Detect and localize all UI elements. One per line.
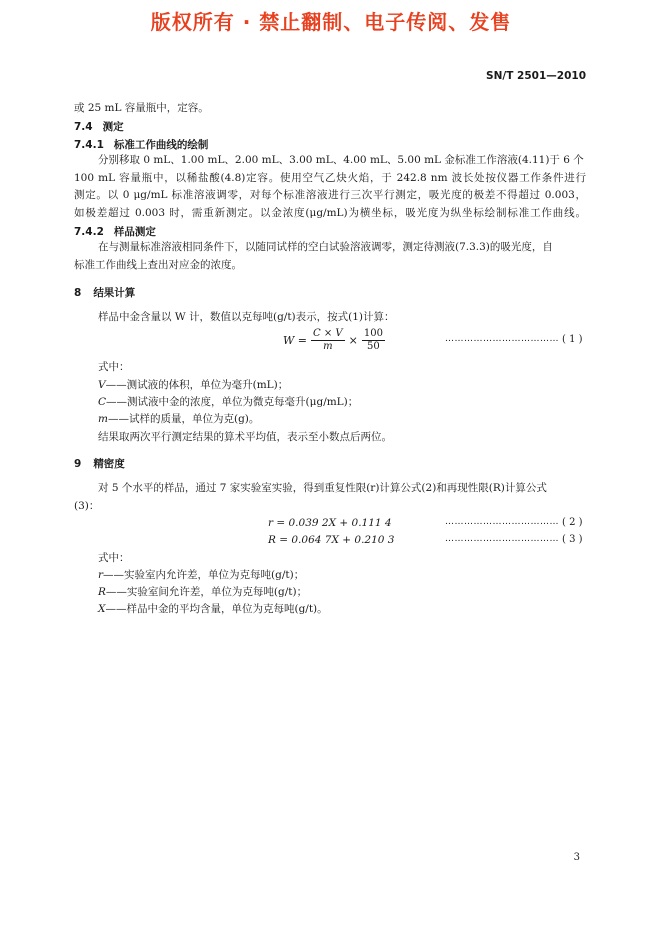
copyright-banner: 版权所有 · 禁止翻制、电子传阅、发售: [150, 10, 512, 34]
eq2-leader-dots: ………………………………: [445, 517, 559, 527]
page-number: 3: [573, 852, 580, 863]
s741-line-3: 测定。以 0 μg/mL 标准溶液调零，对每个标准溶液进行三次平行测定，吸光度的极差不得超过 0.003，: [74, 189, 586, 201]
section-number: 8: [74, 287, 82, 299]
section-7-4-2-heading: [74, 224, 156, 239]
section-title: 结果计算: [93, 287, 136, 299]
s8-def-v: [98, 378, 288, 392]
eq3-number: ( 3 ): [562, 534, 583, 545]
s8-intro: 样品中金含量以 W 计，数值以克每吨(g/t)表示，按式(1)计算：: [98, 311, 395, 323]
def-symbol: V: [98, 379, 106, 391]
s9-where: 式中：: [98, 552, 130, 564]
equation-3: [268, 533, 394, 547]
section-7-4-1-heading: [74, 137, 208, 152]
section-number: 9: [74, 458, 82, 470]
eq1-leader-dots: ………………………………: [445, 334, 559, 344]
eq1-denominator-2: 50: [367, 341, 380, 352]
s9-def-X: [98, 602, 328, 616]
eq1-numerator-2: 100: [363, 328, 383, 339]
eq1-fraction-1: [311, 328, 345, 353]
s741-line-4: 如极差超过 0.003 时，需重新测定。以金浓度(μg/mL)为横坐标，吸光度为纵坐标绘制标准工作曲线。: [74, 207, 586, 219]
s742-line-1: 在与测量标准溶液相同条件下，以随同试样的空白试验溶液调零，测定待测液(7.3.3)的吸光度，自: [98, 241, 553, 253]
def-text: ——测试液中金的浓度，单位为微克每毫升(μg/mL)；: [106, 396, 359, 408]
section-number: 7.4.2: [74, 226, 104, 238]
s8-def-c: [98, 395, 358, 409]
s741-line-2: 100 mL 容量瓶中，以稀盐酸(4.8)定容。使用空气乙炔火焰，于 242.8 nm 波长处按仪器工作条件进行: [74, 172, 586, 184]
def-text: ——实验室内允许差，单位为克每吨(g/t)；: [103, 569, 305, 581]
s9-def-r: [98, 568, 304, 582]
section-number: 7.4.1: [74, 139, 104, 151]
section-title: 精密度: [93, 458, 125, 470]
eq1-number: ( 1 ): [562, 334, 583, 345]
section-title: 样品测定: [113, 226, 156, 238]
def-symbol: R: [98, 586, 106, 598]
equation-2: [268, 516, 392, 530]
section-8-heading: [74, 285, 135, 300]
eq1-fraction-2: [362, 328, 385, 353]
s9-line-1: 对 5 个水平的样品，通过 7 家实验室实验，得到重复性限(r)计算公式(2)和再现性限(R)计算公式: [98, 482, 547, 494]
paragraph-continuation: 或 25 mL 容量瓶中，定容。: [74, 102, 209, 114]
def-symbol: r: [98, 569, 104, 581]
section-7-4-heading: [74, 119, 124, 134]
standard-id: SN/T 2501—2010: [486, 70, 586, 82]
def-symbol: C: [98, 396, 107, 408]
s741-line-1: 分别移取 0 mL、1.00 mL、2.00 mL、3.00 mL、4.00 mL、5.00 mL 金标准工作溶液(4.11)于 6 个: [98, 154, 584, 166]
def-symbol: m: [98, 413, 108, 425]
equation-1: [283, 328, 385, 353]
s9-def-R: [98, 585, 307, 599]
eq2-number: ( 2 ): [562, 517, 583, 528]
eq1-numerator: C × V: [313, 328, 343, 339]
def-text: ——试样的质量，单位为克(g)。: [107, 413, 260, 425]
eq2-expression: r = 0.039 2X + 0.111 4: [268, 517, 392, 529]
eq3-expression: R = 0.064 7X + 0.210 3: [268, 534, 395, 546]
s8-def-m: [98, 412, 259, 426]
section-title: 测定: [102, 121, 124, 133]
def-text: ——样品中金的平均含量，单位为克每吨(g/t)。: [105, 603, 328, 615]
def-text: ——实验室间允许差，单位为克每吨(g/t)；: [105, 586, 308, 598]
eq1-denominator: m: [323, 341, 333, 352]
eq3-leader-dots: ………………………………: [445, 534, 559, 544]
s8-where: 式中：: [98, 361, 130, 373]
s742-line-2: 标准工作曲线上查出对应金的浓度。: [74, 259, 242, 271]
s9-line-2: (3)：: [74, 500, 100, 512]
def-text: ——测试液的体积，单位为毫升(mL)；: [105, 379, 289, 391]
s8-result-note: 结果取两次平行测定结果的算术平均值，表示至小数点后两位。: [98, 431, 392, 443]
section-title: 标准工作曲线的绘制: [113, 139, 209, 151]
section-number: 7.4: [74, 121, 93, 133]
section-9-heading: [74, 456, 125, 471]
def-symbol: X: [98, 603, 106, 615]
eq1-times: ×: [348, 334, 358, 347]
eq1-lhs: W =: [283, 334, 308, 347]
